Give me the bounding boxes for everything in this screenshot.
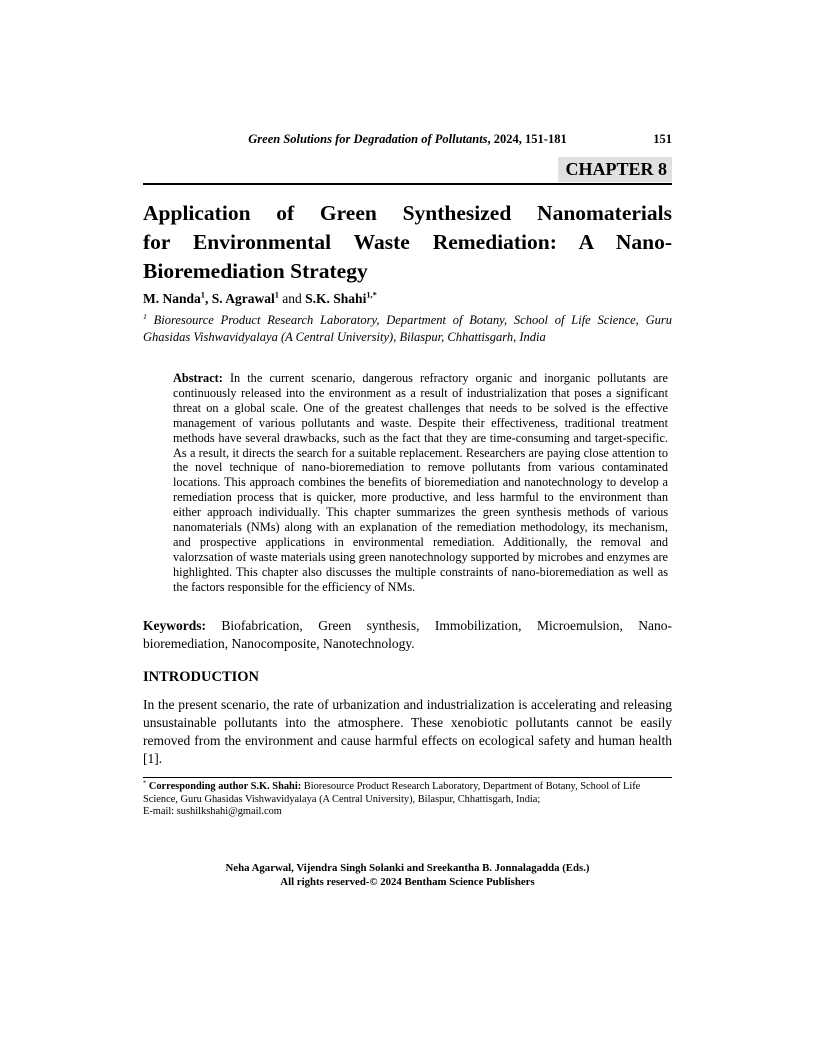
- author-affiliation-marker: 1,*: [366, 290, 377, 300]
- section-heading-introduction: INTRODUCTION: [143, 668, 260, 685]
- footnote-rule: [143, 777, 672, 778]
- author-separator: ,: [204, 291, 212, 306]
- keywords-text: Biofabrication, Green synthesis, Immobilization, Microemulsion, Nano-bioremediation, Nanocomposite, Nanotechnology.: [143, 617, 672, 651]
- chapter-title: [143, 199, 672, 286]
- author-name: M. Nanda: [143, 291, 201, 306]
- footnote-text: Bioresource Product Research Laboratory, Department of Botany, School of Life Science, Guru Ghasidas Vishwavidyalaya (A Central University), Bilaspur, Chhattisgarh, India;: [143, 780, 641, 805]
- footnote-marker: *: [143, 779, 147, 787]
- abstract: [173, 371, 668, 595]
- chapter-title-line: Bioremediation Strategy: [143, 259, 368, 283]
- chapter-title-line: for Environmental Waste Remediation: A Nano-: [143, 230, 672, 254]
- footnote-text-line: [143, 781, 672, 807]
- affiliation: [143, 312, 672, 346]
- page-footer: [143, 862, 672, 889]
- author-list: [143, 291, 672, 307]
- introduction-paragraph: In the present scenario, the rate of urbanization and industrialization is accelerating and releasing unsustainable pollutants into the atmosphere. These xenobiotic pollutants cannot be easily removed from the environment and cause harmful effects on ecological safety and human health [1].: [143, 696, 672, 767]
- footnote-label: Corresponding author S.K. Shahi:: [148, 780, 302, 792]
- affiliation-text: Bioresource Product Research Laboratory, Department of Botany, School of Life Science, Guru Ghasidas Vishwavidyalaya (A Central University), Bilaspur, Chhattisgarh, India: [143, 313, 672, 344]
- keywords-label: Keywords:: [143, 617, 206, 633]
- header-rule: [143, 183, 672, 185]
- author-name: S. Agrawal: [211, 291, 275, 306]
- book-title-italic: Green Solutions for Degradation of Pollutants: [248, 132, 488, 146]
- abstract-label: Abstract:: [173, 371, 223, 385]
- running-book-title: [248, 132, 566, 146]
- author-affiliation-marker: 1: [200, 290, 205, 300]
- page-number: 151: [653, 132, 672, 146]
- author-separator: and: [278, 291, 306, 306]
- running-header: [143, 132, 672, 146]
- author-name: S.K. Shahi: [305, 291, 367, 306]
- affiliation-marker: 1: [143, 311, 147, 321]
- abstract-text: In the current scenario, dangerous refractory organic and inorganic pollutants are continuously released into the environment as a result of industrialization that poses a significant threat on a global scale. One of the greatest challenges that needs to be solved is the effective management of various pollutants and waste. Despite their effectiveness, traditional treatment methods have several drawbacks, such as the fact that they are time-consuming and target-specific. As a result, it directs the search for a suitable replacement. Researchers are paying close attention to the novel technique of nano-bioremediation to remove pollutants from various contaminated locations. This approach combines the benefits of bioremediation and nanotechnology to develop a remediation process that is quicker, more productive, and less harmful to the environment than either approach individually. This chapter summarizes the green synthesis methods of various nanomaterials (NMs) along with an explanation of the remediation methodology, its mechanism, and prospective applications in environmental remediation. Additionally, the removal and valorzsation of waste materials using green nanotechnology supported by microbes and enzymes are highlighted. This chapter also discusses the multiple constraints of nano-bioremediation as well as the factors responsible for the efficiency of NMs.: [173, 371, 668, 594]
- chapter-row: [143, 157, 672, 182]
- keywords: [143, 617, 672, 653]
- chapter-title-line: Application of Green Synthesized Nanomaterials: [143, 201, 672, 225]
- footer-rights-line: All rights reserved-© 2024 Bentham Science Publishers: [280, 875, 535, 888]
- corresponding-author-footnote: [143, 781, 672, 819]
- book-title-suffix: , 2024, 151-181: [487, 132, 567, 146]
- footer-editors-line: Neha Agarwal, Vijendra Singh Solanki and Sreekantha B. Jonnalagadda (Eds.): [225, 862, 590, 874]
- author-affiliation-marker: 1: [274, 290, 279, 300]
- chapter-label: CHAPTER 8: [558, 157, 672, 182]
- footnote-email-line: E-mail: sushilkshahi@gmail.com: [143, 806, 282, 818]
